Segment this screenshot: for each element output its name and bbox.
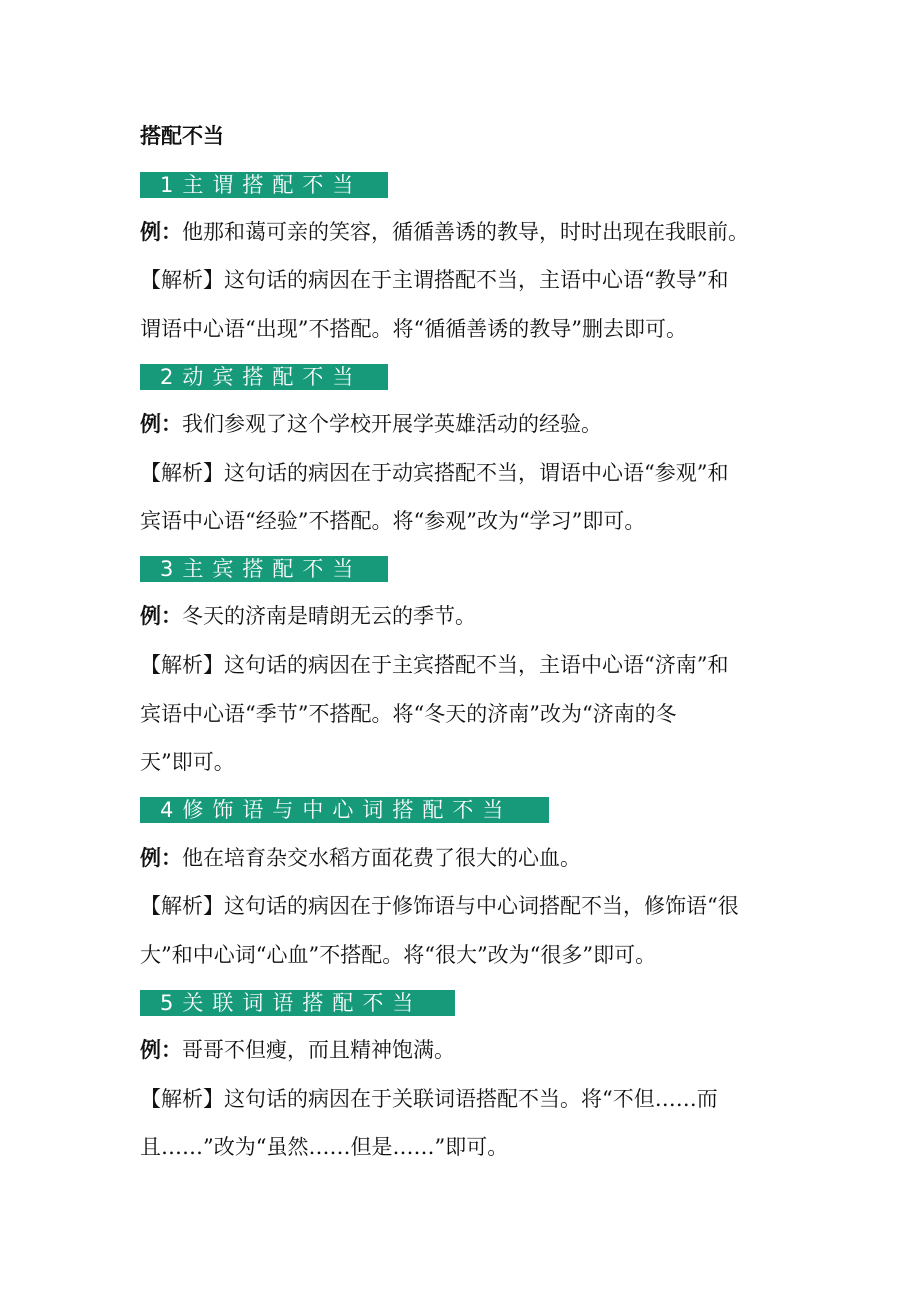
example-line-5 bbox=[140, 1035, 455, 1065]
example-text: 他在培育杂交水稻方面花费了很大的心血。 bbox=[182, 846, 581, 870]
example-text: 我们参观了这个学校开展学英雄活动的经验。 bbox=[182, 412, 602, 436]
example-label: 例： bbox=[140, 604, 182, 628]
analysis-line: 且……”改为“虽然……但是……”即可。 bbox=[140, 1135, 509, 1159]
example-label: 例： bbox=[140, 1038, 182, 1062]
analysis-line: 宾语中心语“经验”不搭配。将“参观”改为“学习”即可。 bbox=[140, 509, 646, 533]
example-line-1 bbox=[140, 217, 749, 247]
section-heading-3: 3主宾搭配不当 bbox=[140, 556, 388, 582]
analysis-line: 谓语中心语“出现”不搭配。将“循循善诱的教导”删去即可。 bbox=[140, 317, 687, 341]
analysis-line: 天”即可。 bbox=[140, 750, 235, 774]
section-heading-5: 5关联词语搭配不当 bbox=[140, 990, 455, 1016]
example-line-3 bbox=[140, 601, 476, 631]
example-line-4 bbox=[140, 843, 581, 873]
analysis-line: 【解析】这句话的病因在于主谓搭配不当，主语中心语“教导”和 bbox=[140, 268, 729, 292]
example-text: 冬天的济南是晴朗无云的季节。 bbox=[182, 604, 476, 628]
example-text: 他那和蔼可亲的笑容，循循善诱的教导，时时出现在我眼前。 bbox=[182, 220, 749, 244]
example-label: 例： bbox=[140, 846, 182, 870]
analysis-line: 宾语中心语“季节”不搭配。将“冬天的济南”改为“济南的冬 bbox=[140, 702, 677, 726]
example-label: 例： bbox=[140, 412, 182, 436]
analysis-line: 【解析】这句话的病因在于修饰语与中心词搭配不当，修饰语“很 bbox=[140, 894, 739, 918]
example-label: 例： bbox=[140, 220, 182, 244]
section-heading-1: 1主谓搭配不当 bbox=[140, 172, 388, 198]
page-title: 搭配不当 bbox=[140, 124, 224, 148]
analysis-line: 【解析】这句话的病因在于关联词语搭配不当。将“不但……而 bbox=[140, 1087, 718, 1111]
section-heading-4: 4修饰语与中心词搭配不当 bbox=[140, 797, 549, 823]
section-heading-2: 2动宾搭配不当 bbox=[140, 364, 388, 390]
analysis-line: 【解析】这句话的病因在于主宾搭配不当，主语中心语“济南”和 bbox=[140, 653, 729, 677]
analysis-line: 大”和中心词“心血”不搭配。将“很大”改为“很多”即可。 bbox=[140, 943, 657, 967]
example-line-2 bbox=[140, 409, 602, 439]
analysis-line: 【解析】这句话的病因在于动宾搭配不当，谓语中心语“参观”和 bbox=[140, 461, 729, 485]
example-text: 哥哥不但瘦，而且精神饱满。 bbox=[182, 1038, 455, 1062]
